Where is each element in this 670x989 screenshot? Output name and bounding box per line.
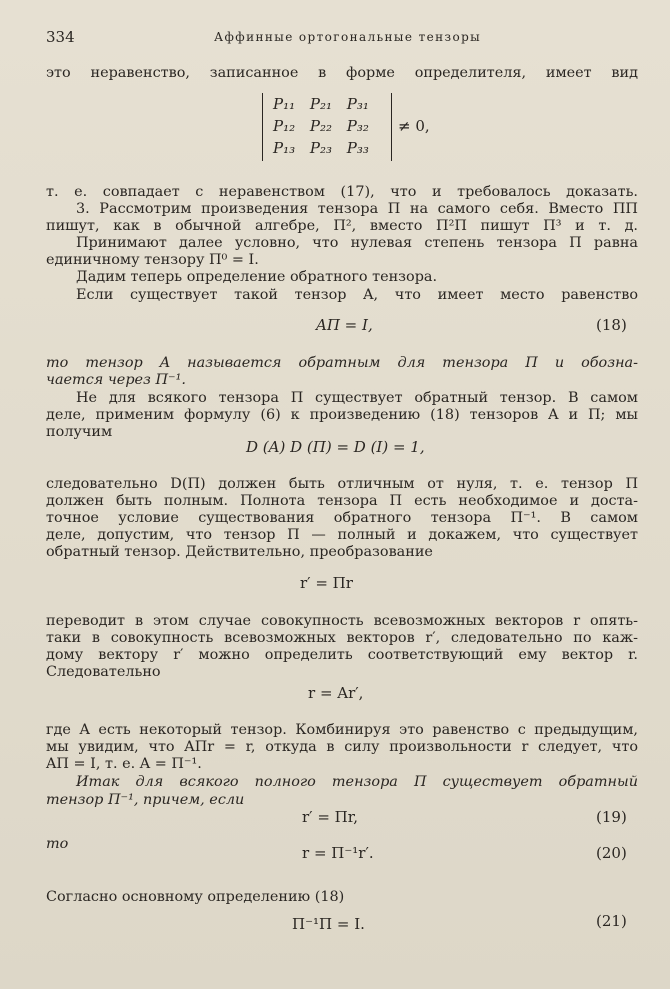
text-line: пишут, как в обычной алгебре, П², вместо П²П пишут П³ и т. д. [46, 218, 638, 234]
equation: r′ = Пr [300, 574, 353, 592]
text-line: точное условие существования обратного тензора П⁻¹. В самом [46, 510, 638, 526]
text-line: дому вектору r′ можно определить соответствующий ему вектор r. [46, 647, 638, 663]
matrix-row: P₁₂ P₂₂ P₃₂ [273, 117, 369, 135]
text-line: переводит в этом случае совокупность всевозможных векторов r опять- [46, 613, 638, 629]
text-line: Принимают далее условно, что нулевая степень тензора П равна [76, 235, 638, 251]
equation: AП = I, [316, 316, 373, 334]
text-line: Следовательно [46, 664, 161, 680]
text-line: Дадим теперь определение обратного тензора. [76, 269, 438, 285]
text-line: Не для всякого тензора П существует обратный тензор. В самом [76, 390, 638, 406]
running-title: Аффинные ортогональные тензоры [214, 30, 482, 44]
text-line: где A есть некоторый тензор. Комбинируя это равенство с предыдущим, [46, 722, 638, 738]
text-line: получим [46, 424, 113, 440]
definition-line: чается через П⁻¹. [46, 372, 186, 388]
text-line: следовательно D(П) должен быть отличным от нуля, т. е. тензор П [46, 476, 638, 492]
text-line: Итак для всякого полного тензора П существует обратный [76, 774, 638, 790]
matrix-row: P₁₃ P₂₃ P₃₃ [273, 139, 369, 157]
text-line: Согласно основному определению (18) [46, 889, 345, 905]
text-line: Если существует такой тензор A, что имеет место равенство [76, 287, 638, 303]
equation: r = Ar′, [308, 684, 364, 702]
text-line: мы увидим, что AПr = r, откуда в силу произвольности r следует, что [46, 739, 638, 755]
equation: r = П⁻¹r′. [302, 844, 374, 862]
page-number: 334 [46, 28, 75, 46]
equation: П⁻¹П = I. [292, 915, 365, 933]
equation-number: (19) [596, 808, 627, 826]
matrix-relation: ≠ 0, [398, 117, 430, 135]
text-line: это неравенство, записанное в форме определителя, имеет вид [46, 65, 638, 81]
equation-number: (21) [596, 912, 627, 930]
determinant-matrix [262, 93, 392, 161]
equation: D (A) D (П) = D (I) = 1, [246, 438, 425, 456]
text-line: то [46, 836, 69, 852]
text-line: обратный тензор. Действительно, преобразование [46, 544, 433, 560]
text-line: AП = I, т. е. A = П⁻¹. [46, 756, 202, 772]
text-line: тензор П⁻¹, причем, если [46, 792, 245, 808]
text-line: т. е. совпадает с неравенством (17), что и требовалось доказать. [46, 184, 638, 200]
definition-line: то тензор A называется обратным для тензора П и обозна- [46, 355, 638, 371]
equation-number: (18) [596, 316, 627, 334]
text-line: деле, допустим, что тензор П — полный и докажем, что существует [46, 527, 638, 543]
text-line: деле, применим формулу (6) к произведению (18) тензоров A и П; мы [46, 407, 638, 423]
text-line: 3. Рассмотрим произведения тензора П на самого себя. Вместо ПП [76, 201, 638, 217]
text-line: должен быть полным. Полнота тензора П есть необходимое и доста- [46, 493, 638, 509]
text-line: таки в совокупность всевозможных векторов r′, следовательно по каж- [46, 630, 638, 646]
text-line: единичному тензору П⁰ = I. [46, 252, 259, 268]
matrix-row: P₁₁ P₂₁ P₃₁ [273, 95, 369, 113]
equation: r′ = Пr, [302, 808, 359, 826]
equation-number: (20) [596, 844, 627, 862]
